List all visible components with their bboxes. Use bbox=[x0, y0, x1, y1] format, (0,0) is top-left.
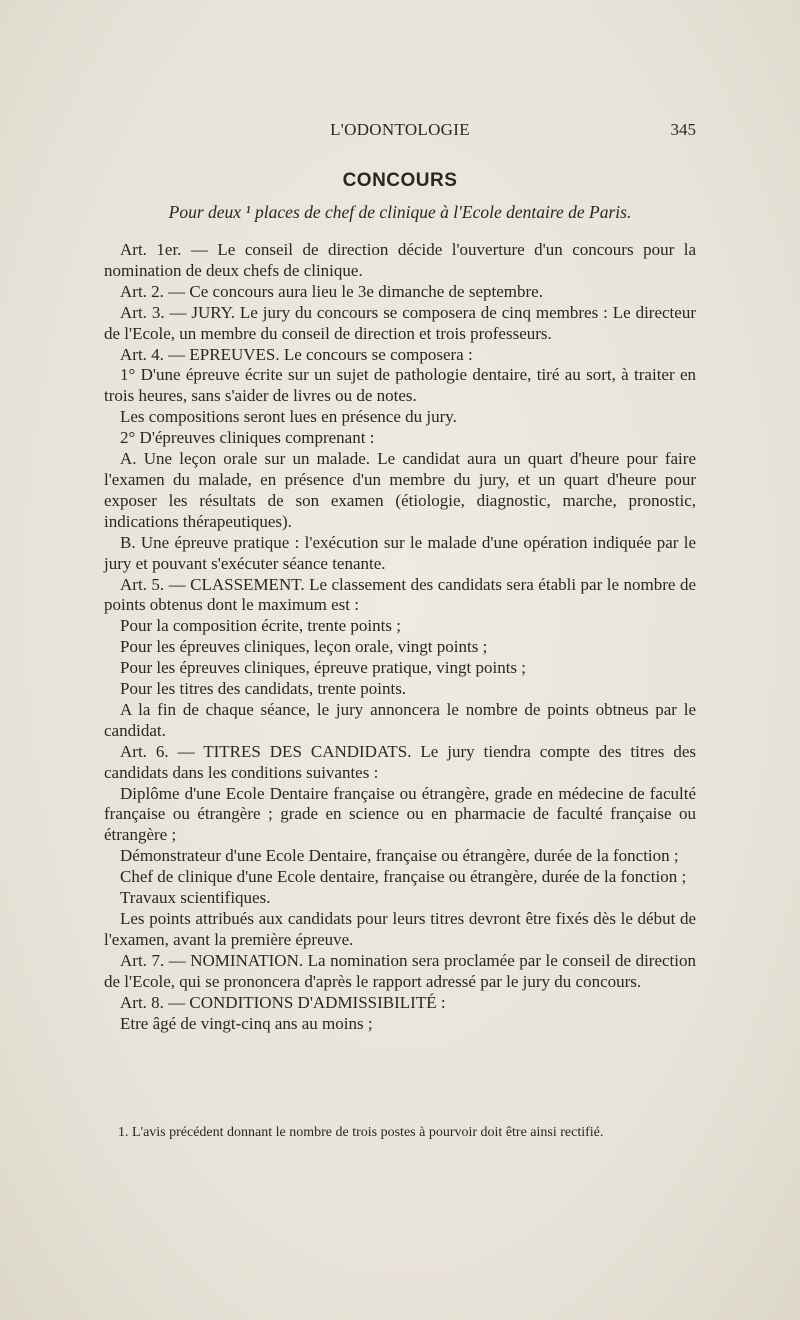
paragraph: 2° D'épreuves cliniques comprenant : bbox=[120, 428, 375, 448]
paragraph: Art. 8. — CONDITIONS D'ADMISSIBILITÉ : bbox=[120, 992, 446, 1012]
paragraph: Etre âgé de vingt-cinq ans au moins ; bbox=[120, 1013, 373, 1033]
footnote: 1. L'avis précédent donnant le nombre de trois postes à pourvoir doit être ainsi rectifié. bbox=[118, 1125, 604, 1140]
paragraph: Art. 4. — EPREUVES. Le concours se composera : bbox=[120, 344, 473, 364]
paragraph: Pour les épreuves cliniques, leçon orale, vingt points ; bbox=[120, 637, 488, 657]
paragraph: A la fin de chaque séance, le jury annoncera le nombre de points obtneus par le candidat. bbox=[104, 699, 696, 740]
paragraph: Pour la composition écrite, trente points ; bbox=[120, 616, 401, 636]
paragraph: Diplôme d'une Ecole Dentaire française ou étrangère, grade en médecine de faculté française ou étrangère ; grade en science ou en pharmacie de faculté française ou étrangère ; bbox=[104, 783, 696, 845]
paragraph: Les compositions seront lues en présence du jury. bbox=[120, 407, 457, 427]
paragraph: A. Une leçon orale sur un malade. Le candidat aura un quart d'heure pour faire l'examen du malade, en présence d'un membre du jury, et un quart d'heure pour exposer les résultats de son examen (étiologie, diagnostic, marche, pronostic, indications thérapeutiques). bbox=[104, 449, 696, 531]
paragraph: B. Une épreuve pratique : l'exécution sur le malade d'une opération indiquée par le jury et pouvant s'exécuter séance tenante. bbox=[104, 532, 696, 573]
section-subtitle: Pour deux ¹ places de chef de clinique à l'Ecole dentaire de Paris. bbox=[168, 202, 632, 222]
paragraph: Chef de clinique d'une Ecole dentaire, française ou étrangère, durée de la fonction ; bbox=[120, 867, 687, 887]
footnotes bbox=[104, 1124, 696, 1141]
paragraph: Art. 1er. — Le conseil de direction décide l'ouverture d'un concours pour la nomination de deux chefs de clinique. bbox=[104, 240, 696, 280]
paragraph: Pour les titres des candidats, trente points. bbox=[120, 679, 407, 699]
section-title: CONCOURS bbox=[342, 170, 458, 191]
running-title: L'ODONTOLOGIE bbox=[330, 120, 470, 139]
paragraph: Art. 2. — Ce concours aura lieu le 3e dimanche de septembre. bbox=[120, 281, 543, 301]
body-text bbox=[104, 240, 696, 1034]
paragraph: 1° D'une épreuve écrite sur un sujet de pathologie dentaire, tiré au sort, à traiter en trois heures, sans s'aider de livres ou de notes. bbox=[104, 365, 696, 406]
paragraph: Art. 3. — JURY. Le jury du concours se composera de cinq membres : Le directeur de l'Ecole, un membre du conseil de direction et trois professeurs. bbox=[104, 302, 696, 343]
paragraph: Démonstrateur d'une Ecole Dentaire, française ou étrangère, durée de la fonction ; bbox=[120, 846, 679, 866]
paragraph: Pour les épreuves cliniques, épreuve pratique, vingt points ; bbox=[120, 658, 527, 678]
paragraph: Les points attribués aux candidats pour leurs titres devront être fixés dès le début de l'examen, avant la première épreuve. bbox=[104, 909, 696, 949]
paragraph: Art. 5. — CLASSEMENT. Le classement des candidats sera établi par le nombre de points obtenus dont le maximum est : bbox=[104, 574, 696, 615]
paragraph: Art. 7. — NOMINATION. La nomination sera proclamée par le conseil de direction de l'Ecole, qui se prononcera d'après le rapport adressé par le jury du concours. bbox=[104, 950, 696, 991]
page-number: 345 bbox=[670, 120, 696, 139]
running-head bbox=[104, 120, 696, 144]
paragraph: Art. 6. — TITRES DES CANDIDATS. Le jury tiendra compte des titres des candidats dans les conditions suivantes : bbox=[104, 741, 696, 782]
paragraph: Travaux scientifiques. bbox=[120, 888, 271, 908]
